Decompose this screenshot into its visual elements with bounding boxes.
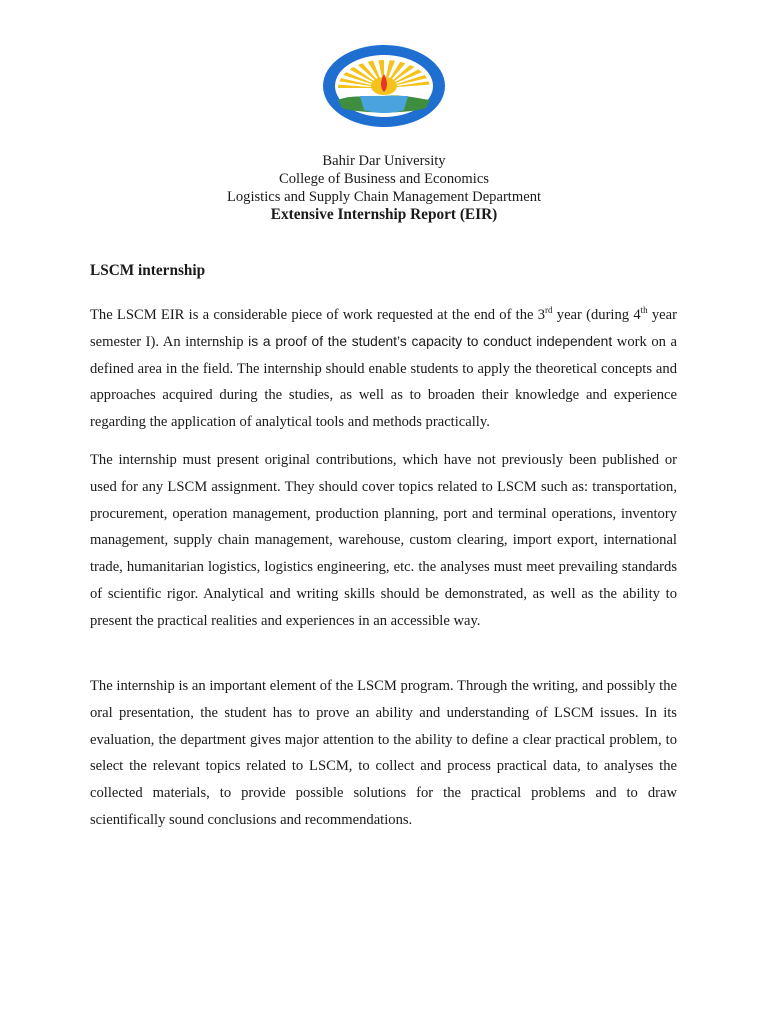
superscript-rd: rd — [545, 305, 553, 316]
paragraph-3: The internship is an important element of the LSCM program. Through the writing, and possibly the oral presentation, the student has to prove an ability and understanding of LSCM issues. In its evaluation, the department gives major attention to the ability to define a clear practical problem, to select the relevant topics related to LSCM, to collect and process practical data, to analyses the collected materials, to provide possible solutions for the practical problems and to draw scientifically sound conclusions and recommendations. — [90, 678, 677, 828]
paragraph-1-text-b: year (during 4 — [552, 307, 641, 323]
department-name: Logistics and Supply Chain Management Department — [226, 189, 542, 205]
university-name: Bahir Dar University — [322, 153, 446, 169]
paragraph-1-text-a: The LSCM EIR is a considerable piece of work requested at the end of the 3 — [90, 307, 546, 323]
report-title: Extensive Internship Report (EIR) — [270, 206, 498, 223]
section-heading: LSCM internship — [90, 262, 206, 279]
university-logo — [322, 44, 446, 128]
college-name: College of Business and Economics — [279, 171, 489, 187]
paragraph-1-text-d: is a proof of the student’s capacity to conduct independent — [248, 333, 613, 349]
paragraph-2: The internship must present original contributions, which have not previously been published or used for any LSCM assignment. They should cover topics related to LSCM such as: transportation, procurement, operation management, production planning, port and terminal operations, inventory management, supply chain management, warehouse, custom clearing, import export, international trade, humanitarian logistics, logistics engineering, etc. the analyses must meet prevailing standards of scientific rigor. Analytical and writing skills should be demonstrated, as well as the ability to present the practical realities and experiences in an accessible way. — [90, 452, 677, 629]
university-seal-icon — [322, 44, 446, 128]
paragraph-1 — [90, 302, 677, 436]
paragraph-1-text-e: work on a defined area in the field. The internship should enable students to apply the theoretical concepts and approaches acquired during the studies, as well as to broaden their knowledge and experience regarding the application of analytical tools and methods practically. — [90, 333, 678, 431]
document-header — [0, 152, 768, 224]
superscript-th: th — [640, 305, 648, 316]
paragraph-1-text-c: year semester I). An internship — [90, 307, 677, 350]
